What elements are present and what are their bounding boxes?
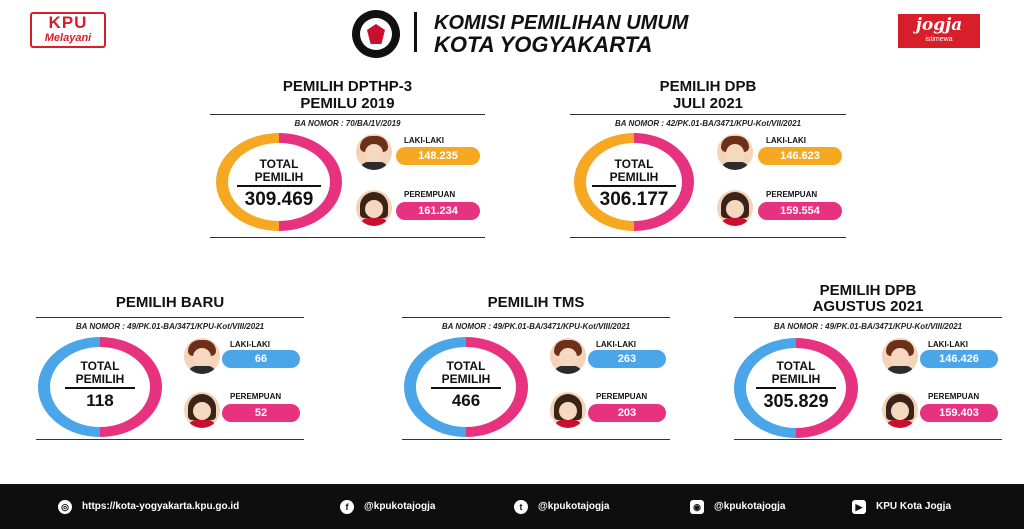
total-value: 305.829	[763, 391, 829, 411]
instagram-icon: ◉	[690, 500, 704, 514]
male-avatar-icon	[882, 338, 918, 374]
male-count-pill: 148.235	[396, 147, 480, 165]
panel-title-line1: PEMILIH DPTHP-3	[282, 78, 413, 95]
total-block: TOTAL PEMILIH 309.469	[224, 158, 334, 211]
male-label: LAKI-LAKI	[766, 136, 806, 145]
footer-instagram[interactable]	[690, 484, 785, 529]
panel-ba-number: BA NOMOR : 70/BA/1V/2019	[294, 119, 401, 128]
total-block: TOTAL PEMILIH 305.829	[742, 360, 850, 412]
male-avatar-icon	[550, 338, 586, 374]
male-label: LAKI-LAKI	[230, 340, 270, 349]
panel-title-line2: JULI 2021	[672, 95, 744, 112]
kpu-badge-line2: Melayani	[44, 32, 92, 44]
male-avatar-icon	[184, 338, 220, 374]
total-block: TOTAL PEMILIH 118	[46, 360, 154, 411]
youtube-icon: ▶	[852, 500, 866, 514]
male-avatar-icon	[356, 134, 392, 170]
total-block: TOTAL PEMILIH 306.177	[580, 158, 688, 211]
facebook-icon: f	[340, 500, 354, 514]
total-value: 118	[86, 391, 114, 410]
female-label: PEREMPUAN	[596, 392, 648, 401]
female-count-pill: 52	[222, 404, 300, 422]
female-label: PEREMPUAN	[928, 392, 980, 401]
male-label: LAKI-LAKI	[596, 340, 636, 349]
footer-twitter-text[interactable]: @kpukotajogja	[538, 501, 610, 512]
female-label: PEREMPUAN	[230, 392, 282, 401]
footer-instagram-text[interactable]: @kpukotajogja	[714, 501, 786, 512]
jogja-badge-line2: istimewa	[925, 36, 953, 43]
male-avatar-icon	[717, 134, 753, 170]
panel-title-line1: PEMILIH DPB	[819, 282, 917, 299]
panel-ba-number: BA NOMOR : 49/PK.01-BA/3471/KPU-Kot/VIII/2021	[441, 322, 631, 331]
footer-facebook-text[interactable]: @kpukotajogja	[364, 501, 436, 512]
female-avatar-icon	[882, 392, 918, 428]
total-block: TOTAL PEMILIH 466	[412, 360, 520, 411]
female-count-pill: 159.554	[758, 202, 842, 220]
twitter-icon: t	[514, 500, 528, 514]
footer-facebook[interactable]	[340, 484, 435, 529]
jogja-istimewa-badge	[898, 14, 980, 48]
panel-title-line1: PEMILIH DPB	[659, 78, 757, 95]
jogja-badge-line1: jogja	[915, 15, 963, 35]
male-count-pill: 263	[588, 350, 666, 368]
panel-dpb-juli-2021	[570, 78, 846, 240]
male-count-pill: 146.426	[920, 350, 998, 368]
male-label: LAKI-LAKI	[928, 340, 968, 349]
female-label: PEREMPUAN	[766, 190, 818, 199]
footer-youtube-text[interactable]: KPU Kota Jogja	[876, 501, 952, 512]
footer-twitter[interactable]	[514, 484, 609, 529]
female-count-pill: 161.234	[396, 202, 480, 220]
footer-website[interactable]	[58, 484, 239, 529]
total-value: 309.469	[244, 189, 314, 210]
female-count-pill: 159.403	[920, 404, 998, 422]
panel-title-line1: PEMILIH TMS	[487, 294, 585, 311]
panel-ba-number: BA NOMOR : 42/PK.01-BA/3471/KPU-Kot/VII/2021	[615, 119, 801, 128]
female-avatar-icon	[356, 190, 392, 226]
female-avatar-icon	[550, 392, 586, 428]
panel-ba-number: BA NOMOR : 49/PK.01-BA/3471/KPU-Kot/VIII/2021	[773, 322, 963, 331]
male-count-pill: 66	[222, 350, 300, 368]
female-avatar-icon	[184, 392, 220, 428]
header-divider	[414, 12, 417, 52]
panel-ba-number: BA NOMOR : 49/PK.01-BA/3471/KPU-Kot/VIII/2021	[75, 322, 265, 331]
panel-title-line1: PEMILIH BARU	[115, 294, 225, 311]
total-value: 306.177	[599, 189, 669, 210]
male-label: LAKI-LAKI	[404, 136, 444, 145]
header-title-line2: KOTA YOGYAKARTA	[434, 32, 653, 57]
footer-website-text[interactable]: https://kota-yogyakarta.kpu.go.id	[82, 501, 240, 512]
header-title-line1: KOMISI PEMILIHAN UMUM	[434, 12, 689, 34]
panel-title-line2: AGUSTUS 2021	[812, 298, 924, 315]
female-label: PEREMPUAN	[404, 190, 456, 199]
panel-title-line2: PEMILU 2019	[300, 95, 395, 112]
panel-dpthp3	[210, 78, 485, 240]
panel-dpb-agustus-2021	[734, 278, 1002, 442]
kpu-melayani-badge	[30, 12, 106, 48]
panel-pemilih-baru	[36, 292, 304, 442]
footer-bar	[0, 484, 1024, 529]
male-count-pill: 146.623	[758, 147, 842, 165]
kpu-emblem-icon	[352, 10, 400, 58]
globe-icon: ◎	[58, 500, 72, 514]
footer-youtube[interactable]	[852, 484, 951, 529]
female-avatar-icon	[717, 190, 753, 226]
total-value: 466	[451, 391, 481, 410]
kpu-badge-line1: KPU	[48, 13, 88, 32]
female-count-pill: 203	[588, 404, 666, 422]
panel-pemilih-tms	[402, 292, 670, 442]
